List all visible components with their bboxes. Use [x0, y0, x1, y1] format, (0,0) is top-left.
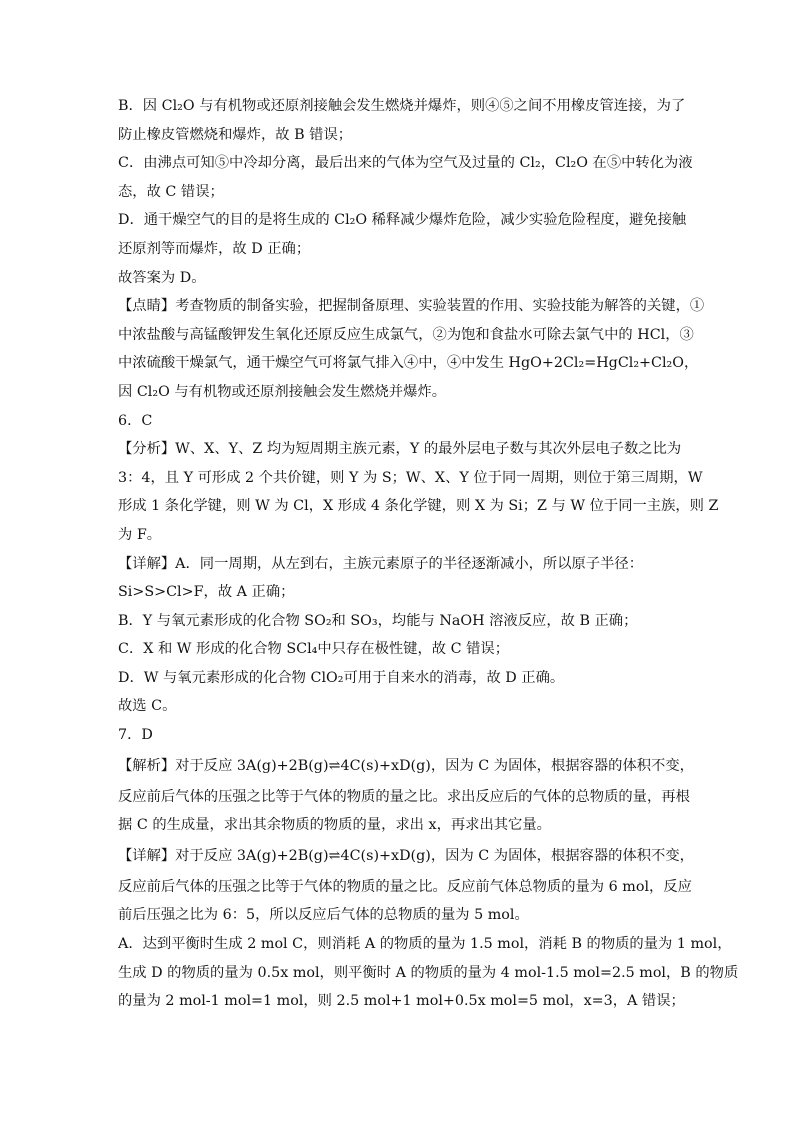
text-line: 前后压强之比为 6：5，所以反应后气体的总物质的量为 5 mol。	[118, 907, 529, 924]
text-line: 故选 C。	[118, 698, 177, 715]
text-line: 生成 D 的物质的量为 0.5x mol，则平衡时 A 的物质的量为 4 mol-1.5 mol=2.5 mol，B 的物质	[118, 964, 739, 981]
text-line: 防止橡皮管燃烧和爆炸，故 B 错误；	[118, 126, 353, 143]
text-line: 据 C 的生成量，求出其余物质的物质的量，求出 x，再求出其它量。	[118, 817, 551, 834]
question-number: 6．C	[118, 412, 153, 429]
text-line: 反应前后气体的压强之比等于气体的物质的量之比。反应前气体总物质的量为 6 mol，反应	[118, 878, 692, 895]
text-line: 3：4，且 Y 可形成 2 个共价键，则 Y 为 S；W、X、Y 位于同一周期，则位于第三周期，W	[118, 469, 703, 486]
text-line: 反应前后气体的压强之比等于气体的物质的量之比。求出反应后的气体的总物质的量，再根	[118, 788, 690, 805]
text-line: B．Y 与氧元素形成的化合物 SO₂和 SO₃，均能与 NaOH 溶液反应，故 B 正确；	[118, 612, 638, 629]
text-line: 中浓盐酸与高锰酸钾发生氧化还原反应生成氯气，②为饱和食盐水可除去氯气中的 HCl，③	[118, 326, 694, 343]
text-line: 【点睛】考查物质的制备实验，把握制备原理、实验装置的作用、实验技能为解答的关键，①	[118, 298, 705, 315]
text-line: 还原剂等而爆炸，故 D 正确；	[118, 240, 311, 257]
text-line: Si>S>Cl>F，故 A 正确；	[118, 584, 295, 601]
text-line: D．通干燥空气的目的是将生成的 Cl₂O 稀释减少爆炸危险，减少实验危险程度，避免接触	[118, 212, 687, 229]
text-line: 形成 1 条化学键，则 W 为 Cl，X 形成 4 条化学键，则 X 为 Si；Z 与 W 位于同一主族，则 Z	[118, 498, 719, 515]
text-line: 的量为 2 mol-1 mol=1 mol，则 2.5 mol+1 mol+0.5x mol=5 mol，x=3，A 错误；	[118, 993, 685, 1010]
text-line: C．X 和 W 形成的化合物 SCl₄中只存在极性键，故 C 错误；	[118, 641, 509, 658]
text-line: 【详解】对于反应 3A(g)+2B(g)⇌4C(s)+xD(g)，因为 C 为固体，根据容器的体积不变，	[118, 847, 694, 864]
document-body	[118, 92, 739, 1016]
text-line: 中浓硫酸干燥氯气，通干燥空气可将氯气排入④中，④中发生 HgO+2Cl₂=HgCl₂+Cl₂O，	[118, 355, 699, 372]
text-line: 为 F。	[118, 526, 162, 543]
text-line: A．达到平衡时生成 2 mol C，则消耗 A 的物质的量为 1.5 mol，消耗 B 的物质的量为 1 mol，	[118, 936, 732, 953]
text-line: C．由沸点可知⑤中冷却分离，最后出来的气体为空气及过量的 Cl₂，Cl₂O 在⑤中转化为液	[118, 155, 693, 172]
text-line: 【分析】W、X、Y、Z 均为短周期主族元素，Y 的最外层电子数与其次外层电子数之比为	[118, 441, 682, 458]
text-line: 【解析】对于反应 3A(g)+2B(g)⇌4C(s)+xD(g)，因为 C 为固体，根据容器的体积不变，	[118, 757, 694, 774]
text-line: B．因 Cl₂O 与有机物或还原剂接触会发生燃烧并爆炸，则④⑤之间不用橡皮管连接，为了	[118, 98, 686, 114]
text-line: 故答案为 D。	[118, 269, 206, 286]
text-line: D．W 与氧元素形成的化合物 ClO₂可用于自来水的消毒，故 D 正确。	[118, 669, 565, 686]
question-number: 7．D	[118, 727, 153, 744]
text-line: 【详解】A．同一周期，从左到右，主族元素原子的半径逐渐减小，所以原子半径：	[118, 555, 644, 572]
text-line: 态，故 C 错误；	[118, 183, 224, 200]
text-line: 因 Cl₂O 与有机物或还原剂接触会发生燃烧并爆炸。	[118, 383, 446, 400]
